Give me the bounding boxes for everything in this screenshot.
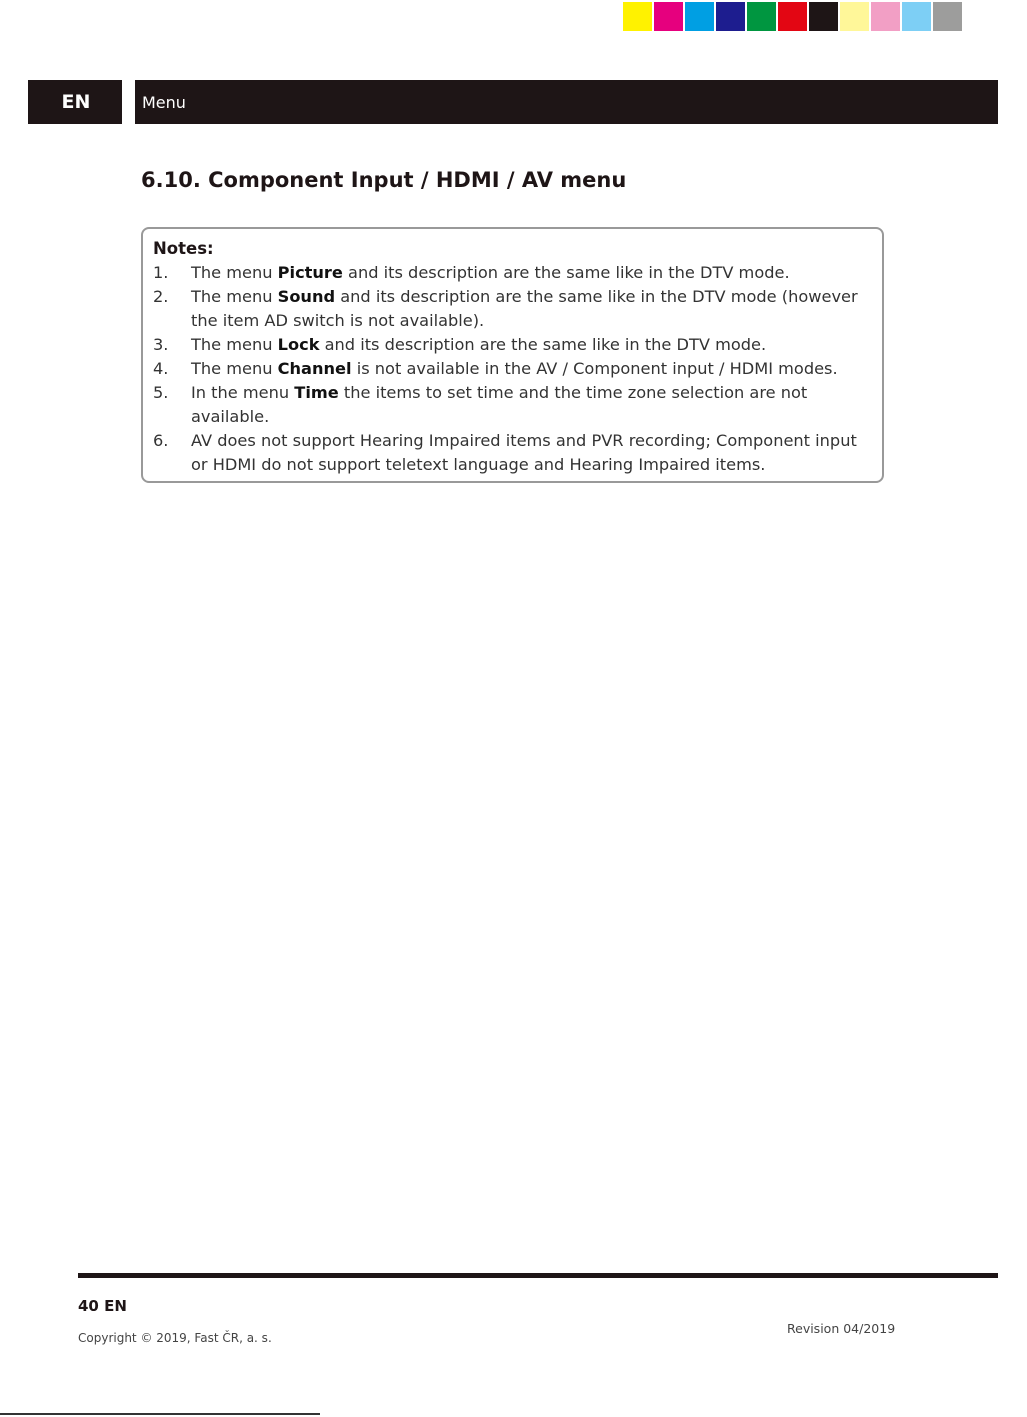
item-number: 5. bbox=[153, 383, 169, 402]
item-number: 4. bbox=[153, 359, 169, 378]
item-number: 2. bbox=[153, 287, 169, 306]
color-swatch bbox=[716, 2, 745, 31]
item-text: In the menu Time the items to set time and the time zone selection are not available. bbox=[191, 383, 808, 426]
color-swatch bbox=[840, 2, 869, 31]
footer-divider bbox=[78, 1273, 998, 1278]
item-text: AV does not support Hearing Impaired items and PVR recording; Component input or HDMI do not support teletext language and Hearing Impaired items. bbox=[191, 431, 857, 474]
color-swatch bbox=[654, 2, 683, 31]
color-swatch bbox=[623, 2, 652, 31]
item-text: The menu Lock and its description are the same like in the DTV mode. bbox=[191, 335, 767, 354]
color-swatch bbox=[902, 2, 931, 31]
color-swatch bbox=[933, 2, 962, 31]
item-text: The menu Channel is not available in the AV / Component input / HDMI modes. bbox=[191, 359, 838, 378]
list-item bbox=[153, 333, 870, 357]
item-number: 3. bbox=[153, 335, 169, 354]
item-number: 1. bbox=[153, 263, 169, 282]
list-item bbox=[153, 429, 870, 477]
item-text: The menu Sound and its description are the same like in the DTV mode (however the item AD switch is not available). bbox=[191, 287, 858, 330]
section-header-label: Menu bbox=[142, 92, 186, 112]
copyright-text: Copyright © 2019, Fast ČR, a. s. bbox=[78, 1331, 272, 1345]
crop-line bbox=[0, 1413, 320, 1415]
list-item bbox=[153, 357, 870, 381]
item-number: 6. bbox=[153, 431, 169, 450]
page-number: 40 EN bbox=[78, 1297, 127, 1315]
color-swatch bbox=[747, 2, 776, 31]
page-title: 6.10. Component Input / HDMI / AV menu bbox=[141, 168, 627, 192]
color-calibration-bar bbox=[623, 2, 964, 31]
item-text: The menu Picture and its description are the same like in the DTV mode. bbox=[191, 263, 790, 282]
language-tag: EN bbox=[28, 80, 122, 124]
color-swatch bbox=[871, 2, 900, 31]
notes-list bbox=[153, 261, 870, 477]
notes-heading: Notes: bbox=[153, 239, 214, 258]
section-header bbox=[135, 80, 998, 124]
color-swatch bbox=[685, 2, 714, 31]
list-item bbox=[153, 381, 870, 429]
color-swatch bbox=[809, 2, 838, 31]
revision-text: Revision 04/2019 bbox=[787, 1321, 896, 1336]
notes-box bbox=[141, 227, 884, 483]
list-item bbox=[153, 285, 870, 333]
list-item bbox=[153, 261, 870, 285]
color-swatch bbox=[778, 2, 807, 31]
